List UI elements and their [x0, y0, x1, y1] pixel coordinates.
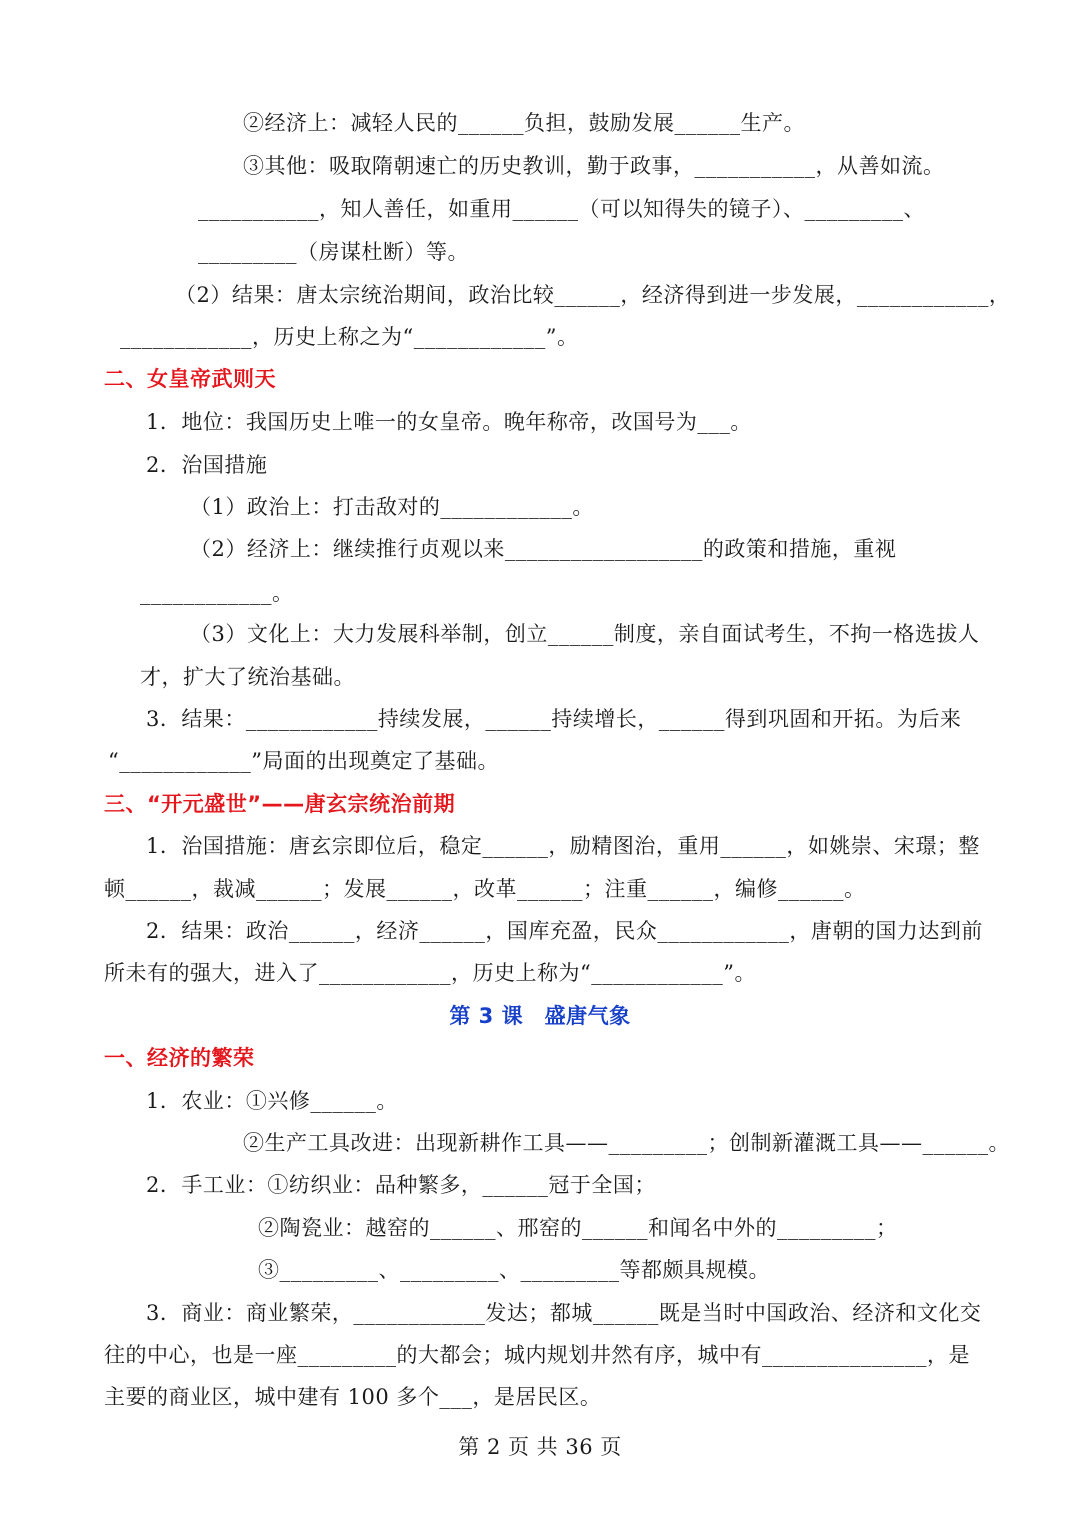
text-line: 主要的商业区，城中建有 100 多个___，是居民区。: [104, 1385, 602, 1409]
text-line: 3．商业：商业繁荣，____________发达；都城______既是当时中国政治、经济和文化交: [146, 1301, 982, 1325]
text-line: ③_________、_________、_________等都颇具规模。: [258, 1258, 770, 1282]
lesson-title: 第 3 课 盛唐气象: [449, 1004, 631, 1028]
text-line: ③其他：吸取隋朝速亡的历史教训，勤于政事，___________，从善如流。: [243, 154, 945, 178]
section-heading: 三、“开元盛世”——唐玄宗统治前期: [104, 792, 456, 816]
text-line: 2．治国措施: [146, 453, 268, 477]
text-line: （1）政治上：打击敌对的____________。: [190, 495, 594, 519]
text-line: 2．结果：政治______，经济______，国库充盈，民众____________，唐朝的国力达到前: [146, 919, 983, 943]
page-number: 第 2 页 共 36 页: [458, 1435, 622, 1459]
text-line: ____________，历史上称之为“____________”。: [120, 325, 579, 349]
section-heading: 二、女皇帝武则天: [104, 367, 276, 391]
text-line: 所未有的强大，进入了____________，历史上称为“____________”。: [104, 961, 756, 985]
text-line: ②经济上：减轻人民的______负担，鼓励发展______生产。: [243, 111, 805, 135]
text-line: ___________，知人善任，如重用______（可以知得失的镜子）、_________、: [198, 197, 925, 221]
text-line: 才，扩大了统治基础。: [140, 665, 355, 689]
text-line: 1．地位：我国历史上唯一的女皇帝。晚年称帝，改国号为___。: [146, 410, 752, 434]
text-line: 往的中心，也是一座_________的大都会；城内规划井然有序，城中有_______________，是: [104, 1343, 970, 1367]
section-heading: 一、经济的繁荣: [104, 1046, 255, 1070]
text-line: ②生产工具改进：出现新耕作工具——_________；创制新灌溉工具——______。: [243, 1131, 1010, 1155]
text-line: ____________。: [140, 581, 294, 605]
text-line: _________（房谋杜断）等。: [198, 240, 469, 264]
text-line: ②陶瓷业：越窑的______、邢窑的______和闻名中外的_________；: [258, 1216, 898, 1240]
text-line: 1．治国措施：唐玄宗即位后，稳定______，励精图治，重用______，如姚崇、宋璟；整: [146, 834, 980, 858]
text-line: 1．农业：①兴修______。: [146, 1089, 398, 1113]
text-line: 2．手工业：①纺织业：品种繁多，______冠于全国；: [146, 1173, 656, 1197]
text-line: 顿______，裁减______；发展______，改革______；注重______，编修______。: [104, 877, 866, 901]
text-line: （2）经济上：继续推行贞观以来__________________的政策和措施，重视: [190, 537, 897, 561]
text-line: （2）结果：唐太宗统治期间，政治比较______，经济得到进一步发展，____________，: [175, 283, 1011, 307]
text-line: 3．结果：____________持续发展，______持续增长，______得到巩固和开拓。为后来: [146, 707, 962, 731]
text-line: “____________”局面的出现奠定了基础。: [108, 749, 499, 773]
text-line: （3）文化上：大力发展科举制，创立______制度，亲自面试考生，不拘一格选拔人: [190, 622, 980, 646]
